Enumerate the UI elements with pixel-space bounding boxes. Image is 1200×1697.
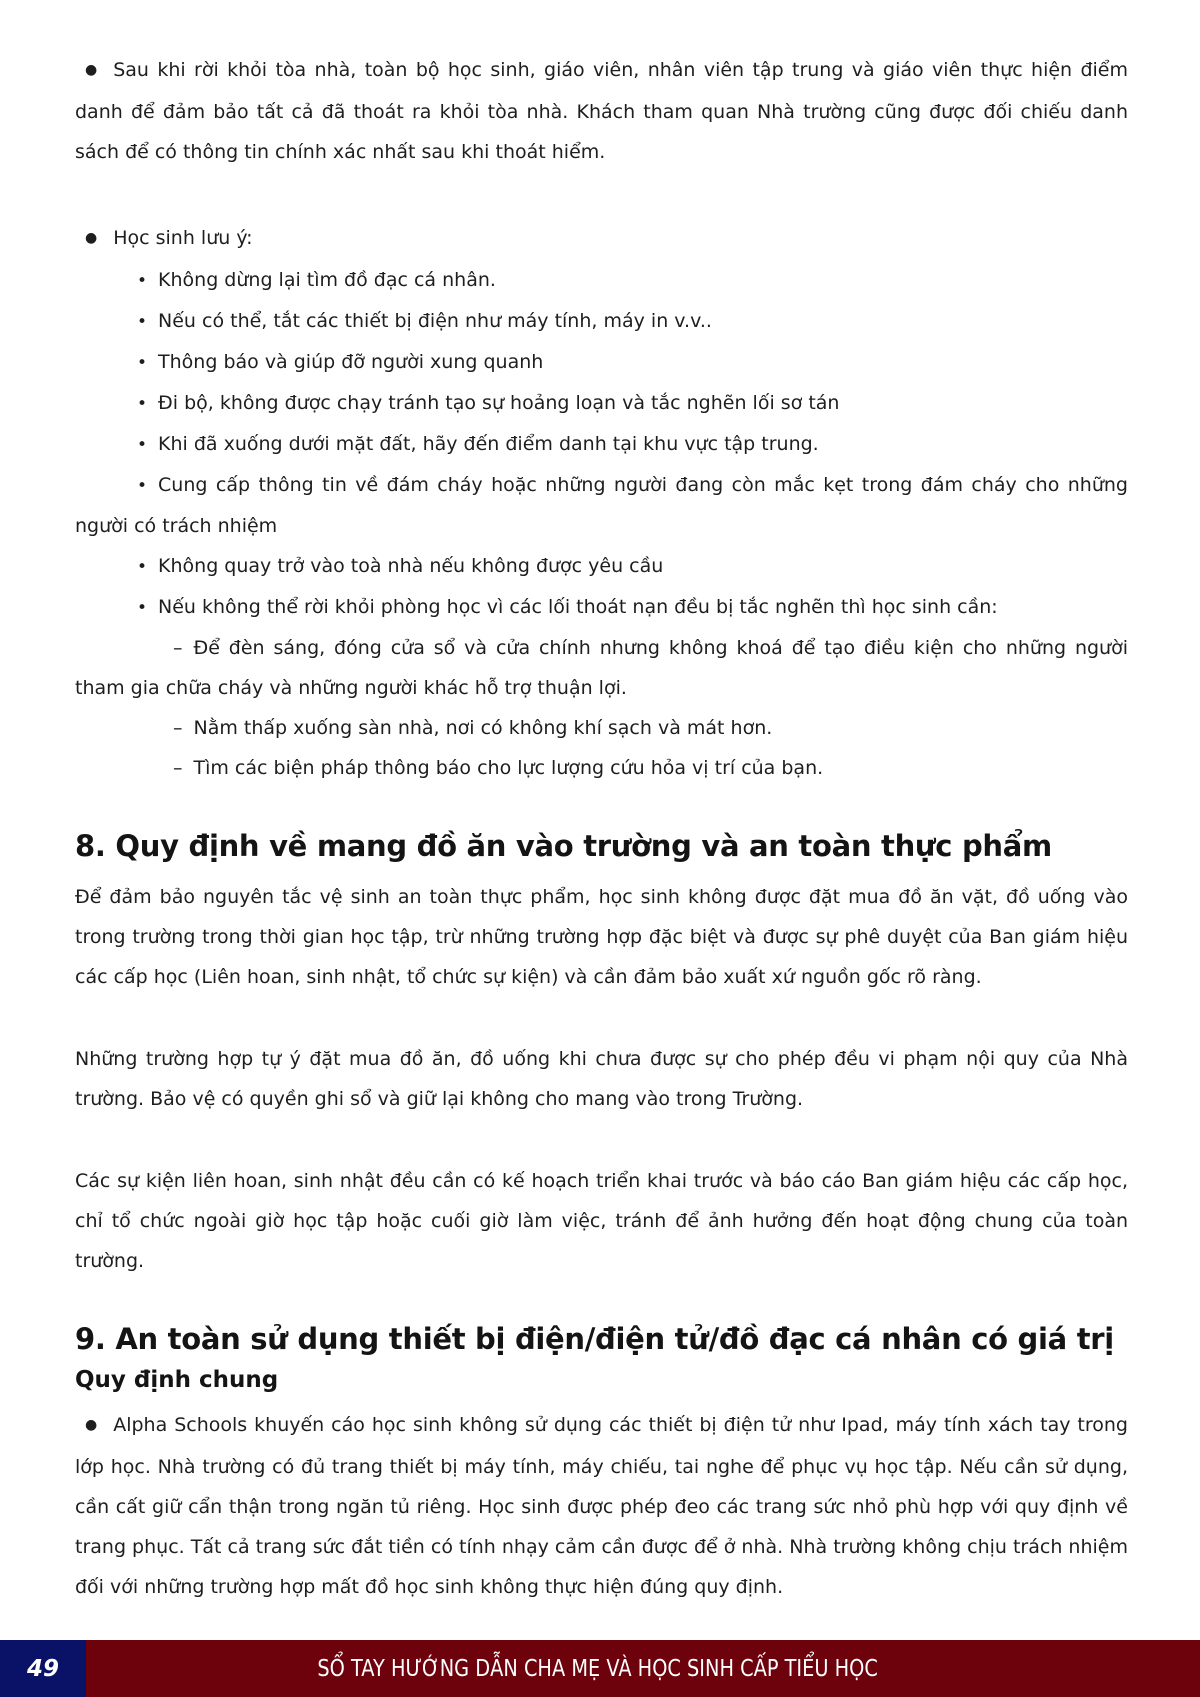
trapped-action-item [75,748,1128,788]
dot-icon: • [137,312,148,332]
action-item-text: Nằm thấp xuống sàn nhà, nơi có không khí sạch và mát hơn. [193,717,773,739]
bullet-icon: ● [85,62,98,78]
trapped-action-item [75,628,1128,708]
section-8-paragraph: Để đảm bảo nguyên tắc vệ sinh an toàn thực phẩm, học sinh không được đặt mua đồ ăn vặt, đồ uống vào trong trường trong thời gian học tập, trừ những trường hợp đặc biệt và được sự phê duyệt của Ban giám hiệu các cấp học (Liên hoan, sinh nhật, tổ chức sự kiện) và cần đảm bảo xuất xứ nguồn gốc rõ ràng. [75,886,1128,988]
dot-icon: • [137,598,148,618]
section-9-heading: 9. An toàn sử dụng thiết bị điện/điện tử/đồ đạc cá nhân có giá trị [75,1322,1114,1356]
note-item [75,342,1128,383]
paragraph-text: Sau khi rời khỏi tòa nhà, toàn bộ học sinh, giáo viên, nhân viên tập trung và giáo viên thực hiện điểm danh để đảm bảo tất cả đã thoát ra khỏi tòa nhà. Khách tham quan Nhà trường cũng được đối chiếu danh sách để có thông tin chính xác nhất sau khi thoát hiểm. [75,59,1128,163]
note-item [75,587,1128,628]
note-item-text: Nếu không thể rời khỏi phòng học vì các lối thoát nạn đều bị tắc nghẽn thì học sinh cần: [158,596,998,618]
trapped-action-item [75,708,1128,748]
bullet-icon: ● [85,230,98,246]
note-item [75,465,1128,546]
dot-icon: • [137,353,148,373]
note-item [75,424,1128,465]
action-item-text: Để đèn sáng, đóng cửa sổ và cửa chính nhưng không khoá để tạo điều kiện cho những người tham gia chữa cháy và những người khác hỗ trợ thuận lợi. [75,637,1128,699]
page-number-badge: 49 [0,1640,86,1697]
note-item [75,546,1128,587]
dot-icon: • [137,476,148,496]
note-item-text: Đi bộ, không được chạy tránh tạo sự hoảng loạn và tắc nghẽn lối sơ tán [158,392,840,414]
note-item [75,260,1128,301]
footer-bar [0,1640,1200,1697]
dot-icon: • [137,435,148,455]
note-item-text: Không dừng lại tìm đồ đạc cá nhân. [158,269,496,291]
section-8-paragraph: Các sự kiện liên hoan, sinh nhật đều cần có kế hoạch triển khai trước và báo cáo Ban giám hiệu các cấp học, chỉ tổ chức ngoài giờ học tập hoặc cuối giờ làm việc, tránh để ảnh hưởng đến hoạt động chung của toàn trường. [75,1170,1128,1272]
paragraph-text: Học sinh lưu ý: [113,227,253,249]
section-8-heading: 8. Quy định về mang đồ ăn vào trường và an toàn thực phẩm [75,829,1052,863]
note-item-text: Cung cấp thông tin về đám cháy hoặc những người đang còn mắc kẹt trong đám cháy cho những người có trách nhiệm [75,474,1128,537]
evacuation-assembly-paragraph [75,50,1128,172]
section-8-paragraph: Những trường hợp tự ý đặt mua đồ ăn, đồ uống khi chưa được sự cho phép đều vi phạm nội quy của Nhà trường. Bảo vệ có quyền ghi sổ và giữ lại không cho mang vào trong Trường. [75,1048,1128,1110]
note-item-text: Nếu có thể, tắt các thiết bị điện như máy tính, máy in v.v.. [158,310,712,332]
student-note-heading [75,218,1128,260]
footer-title-wrap [86,1640,1200,1697]
dot-icon: • [137,557,148,577]
note-item-text: Không quay trở vào toà nhà nếu không được yêu cầu [158,555,664,577]
action-item-text: Tìm các biện pháp thông báo cho lực lượng cứu hỏa vị trí của bạn. [193,757,824,779]
note-item [75,301,1128,342]
footer-title: SỔ TAY HƯỚNG DẪN CHA MẸ VÀ HỌC SINH CẤP TIỂU HỌC [317,1655,879,1682]
note-item [75,383,1128,424]
paragraph-text: Alpha Schools khuyến cáo học sinh không sử dụng các thiết bị điện tử như Ipad, máy tính xách tay trong lớp học. Nhà trường có đủ trang thiết bị máy tính, máy chiếu, tai nghe để phục vụ học tập. Nếu cần sử dụng, cần cất giữ cẩn thận trong ngăn tủ riêng. Học sinh được phép đeo các trang sức nhỏ phù hợp với quy định về trang phục. Tất cả trang sức đắt tiền có tính nhạy cảm cần được để ở nhà. Nhà trường không chịu trách nhiệm đối với những trường hợp mất đồ học sinh không thực hiện đúng quy định. [75,1414,1128,1598]
section-9-paragraph [75,1405,1128,1607]
section-9-subheading: Quy định chung [75,1367,279,1393]
dot-icon: • [137,271,148,291]
dash-icon: – [173,757,183,779]
dot-icon: • [137,394,148,414]
bullet-icon: ● [85,1417,98,1433]
dash-icon: – [173,637,183,659]
dash-icon: – [173,717,183,739]
note-item-text: Khi đã xuống dưới mặt đất, hãy đến điểm danh tại khu vực tập trung. [158,433,819,455]
note-item-text: Thông báo và giúp đỡ người xung quanh [158,351,544,373]
